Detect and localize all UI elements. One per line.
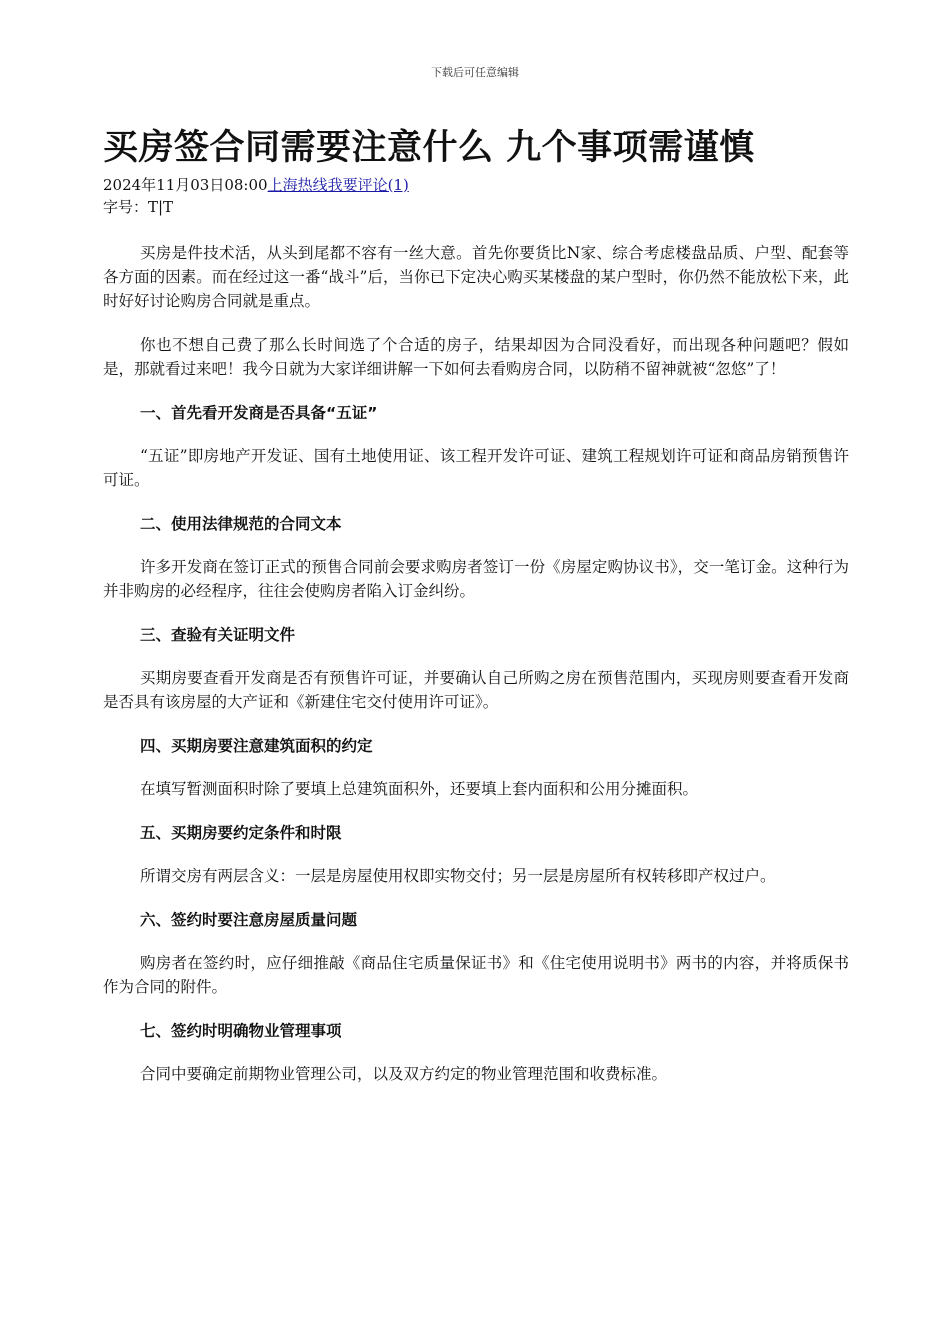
- section-body-1: “五证”即房地产开发证、国有土地使用证、该工程开发许可证、建筑工程规划许可证和商品房销预售许可证。: [103, 447, 849, 489]
- section-heading-3: 三、查验有关证明文件: [140, 626, 296, 644]
- publish-datetime: 2024年11月03日08:00: [103, 176, 268, 194]
- intro-paragraph-1: 买房是件技术活，从头到尾都不容有一丝大意。首先你要货比N家、综合考虑楼盘品质、户型、配套等各方面的因素。而在经过这一番“战斗”后，当你已下定决心购买某楼盘的某户型时，你仍然不能放松下来，此时好好讨论购房合同就是重点。: [103, 244, 849, 310]
- section-body-5: 所谓交房有两层含义：一层是房屋使用权即实物交付；另一层是房屋所有权转移即产权过户。: [140, 867, 776, 885]
- section-body-6: 购房者在签约时，应仔细推敲《商品住宅质量保证书》和《住宅使用说明书》两书的内容，并将质保书作为合同的附件。: [103, 954, 849, 996]
- section-heading-6: 六、签约时要注意房屋质量问题: [140, 911, 358, 929]
- article: [103, 122, 849, 1106]
- source-comment-link[interactable]: 上海热线我要评论(1): [267, 176, 409, 194]
- page-header-note: 下载后可任意编辑: [431, 66, 519, 79]
- section-heading-5: 五、买期房要约定条件和时限: [140, 824, 342, 842]
- section-body-3: 买期房要查看开发商是否有预售许可证，并要确认自己所购之房在预售范围内，买现房则要查看开发商是否具有该房屋的大产证和《新建住宅交付使用许可证》。: [103, 669, 849, 711]
- section-body-4: 在填写暂测面积时除了要填上总建筑面积外，还要填上套内面积和公用分摊面积。: [140, 780, 699, 798]
- section-heading-4: 四、买期房要注意建筑面积的约定: [140, 737, 373, 755]
- intro-paragraph-2: 你也不想自己费了那么长时间选了个合适的房子，结果却因为合同没看好，而出现各种问题吧？假如是，那就看过来吧！我今日就为大家详细讲解一下如何去看购房合同，以防稍不留神就被“忽悠”了！: [103, 336, 849, 378]
- section-heading-2: 二、使用法律规范的合同文本: [140, 515, 342, 533]
- article-title: 买房签合同需要注意什么 九个事项需谨慎: [103, 128, 755, 168]
- font-size-control[interactable]: 字号：T|T: [103, 198, 174, 216]
- section-heading-7: 七、签约时明确物业管理事项: [140, 1022, 342, 1040]
- article-meta: [103, 174, 849, 196]
- section-body-7: 合同中要确定前期物业管理公司，以及双方约定的物业管理范围和收费标准。: [140, 1065, 668, 1083]
- section-body-2: 许多开发商在签订正式的预售合同前会要求购房者签订一份《房屋定购协议书》，交一笔订金。这种行为并非购房的必经程序，往往会使购房者陷入订金纠纷。: [103, 558, 849, 600]
- section-heading-1: 一、首先看开发商是否具备“五证”: [140, 404, 378, 422]
